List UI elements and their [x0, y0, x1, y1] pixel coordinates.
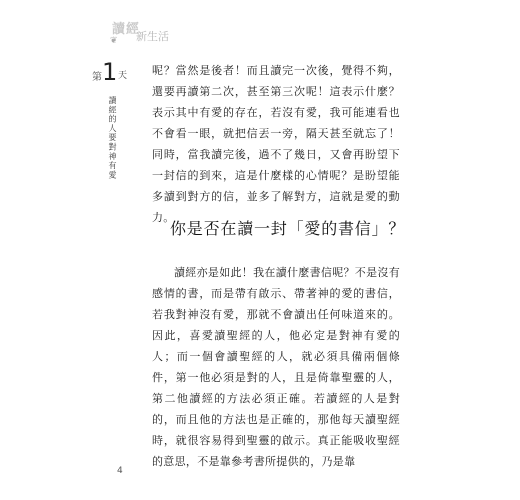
- chapter-marker: [92, 58, 132, 208]
- body-paragraph-2: 讀經亦是如此！我在讀什麼書信呢？不是沒有感情的書，而是帶有啟示、帶著神的愛的書信，若我對神沒有愛，那就不會讀出任何味道來的。因此，喜愛讀聖經的人，他必定是對神有愛的人；而一個會讀聖經的人，就必須具備兩個條件，第一他必須是對的人，且是倚靠聖靈的人，第二他讀經的方法必須正確。若讀經的人是對的，而且他的方法也是正確的，那他每天讀聖經時，就很容易得到聖靈的啟示。真正能吸收聖經的意思，不是靠參考書所提供的，乃是靠: [152, 266, 400, 468]
- chapter-label-left: 第: [92, 72, 102, 83]
- logo-sub-text: 新生活: [136, 30, 169, 43]
- chapter-title: 讀經的人要對神有愛: [108, 96, 117, 180]
- logo-ornament-icon: ❦: [110, 36, 118, 46]
- chapter-label-right: 天: [118, 71, 128, 81]
- chapter-number: 1: [102, 58, 118, 86]
- page-number: 4: [117, 466, 123, 476]
- body-paragraph-1: 呢？當然是後者！而且讀完一次後，覺得不夠，還要再讀第二次，甚至第三次呢！這表示什麼？表示其中有愛的存在，若沒有愛，我可能連看也不會看一眼，就把信丟一旁，隔天甚至就忘了！同時，當我讀完後，過不了幾日，又會再盼望下一封信的到來，這是什麼樣的心情呢？是盼望能多讀到對方的信，並多了解對方，這就是愛的動力。: [152, 64, 400, 224]
- series-logo: [86, 10, 176, 50]
- section-subheading: 你是否在讀一封「愛的書信」？: [170, 219, 406, 238]
- logo-main-text: 讀經: [112, 22, 141, 37]
